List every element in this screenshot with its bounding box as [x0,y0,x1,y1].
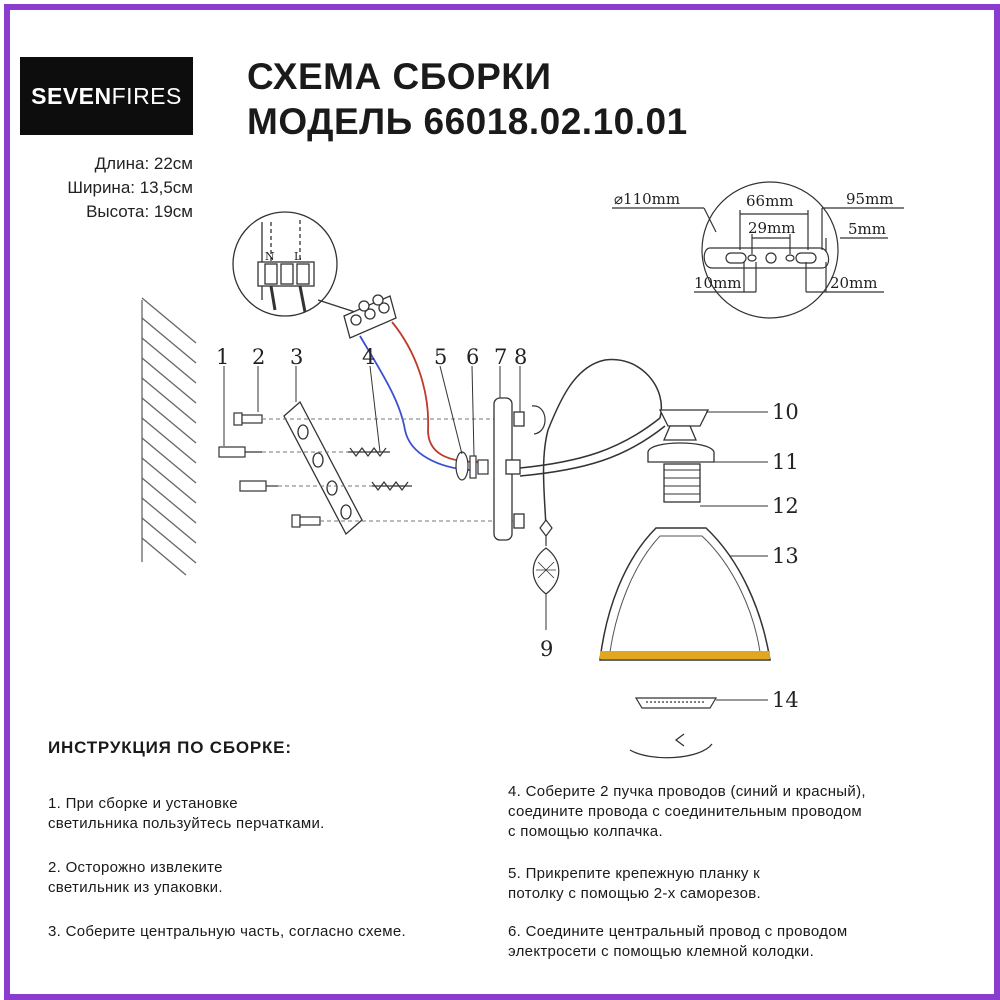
long-screw-part [348,448,412,490]
dimension-width: Ширина: 13,5см [67,178,193,197]
socket-collar [648,443,714,462]
instructions-heading: ИНСТРУКЦИЯ ПО СБОРКЕ: [48,738,292,757]
lamp-arm [520,359,665,528]
terminal-detail [233,212,355,316]
part-number-2: 2 [252,345,266,369]
rotate-arrow [630,734,712,758]
instruction-step-6: 6. Соедините центральный провод с проводом электросети с помощью клемной колодки. [508,923,848,960]
mounting-plate [284,402,362,534]
part-number-14: 14 [772,688,799,712]
dim-diameter: ⌀110mm [614,190,681,208]
dim-5: 5mm [848,220,886,238]
wire-connector [456,452,488,480]
retaining-ring [636,698,716,708]
wall-anchor-part [219,447,278,491]
brand-light: FIRES [111,82,182,109]
page-title: СХЕМА СБОРКИ [247,56,552,97]
part-number-13: 13 [772,544,799,568]
instruction-step-1: 1. При сборке и установке светильника пользуйтесь перчатками. [48,795,325,832]
wall-canopy [494,398,524,540]
instruction-step-5: 5. Прикрепите крепежную планку к потолку с помощью 2-х саморезов. [508,865,762,902]
terminal-label-n: N [265,250,275,263]
part-number-11: 11 [772,450,799,474]
part-number-4: 4 [362,345,376,369]
terminal-label-l: L [294,250,302,263]
instruction-step-2: 2. Осторожно извлеките светильник из упаковки. [48,859,223,896]
brand-bold: SEVEN [31,82,112,109]
part-number-3: 3 [290,345,304,369]
dim-66: 66mm [746,192,794,210]
crystal-pendant [533,520,559,594]
dim-20: 20mm [830,274,878,292]
dim-29: 29mm [748,219,796,237]
part-number-8: 8 [514,345,528,369]
instruction-step-4: 4. Соберите 2 пучка проводов (синий и красный), соедините провода с соединительным проводом с помощью колпачка. [508,783,866,840]
part-number-7: 7 [494,345,508,369]
model-title: МОДЕЛЬ 66018.02.10.01 [247,101,688,142]
instruction-step-3: 3. Соберите центральную часть, согласно схеме. [48,923,406,940]
dimension-length: Длина: 22см [94,154,193,173]
terminal-block [344,295,396,338]
part-number-10: 10 [772,400,799,424]
dimension-height: Высота: 19см [86,202,193,221]
part-number-6: 6 [466,345,480,369]
part-number-12: 12 [772,494,799,518]
socket-holder [660,410,708,440]
dim-95: 95mm [846,190,894,208]
part-number-1: 1 [216,345,230,369]
part-number-5: 5 [434,345,448,369]
lamp-socket [664,464,700,502]
dim-10: 10mm [694,274,742,292]
part-number-9: 9 [540,637,554,661]
wall-hatching [142,298,196,575]
lamp-shade [600,528,770,660]
